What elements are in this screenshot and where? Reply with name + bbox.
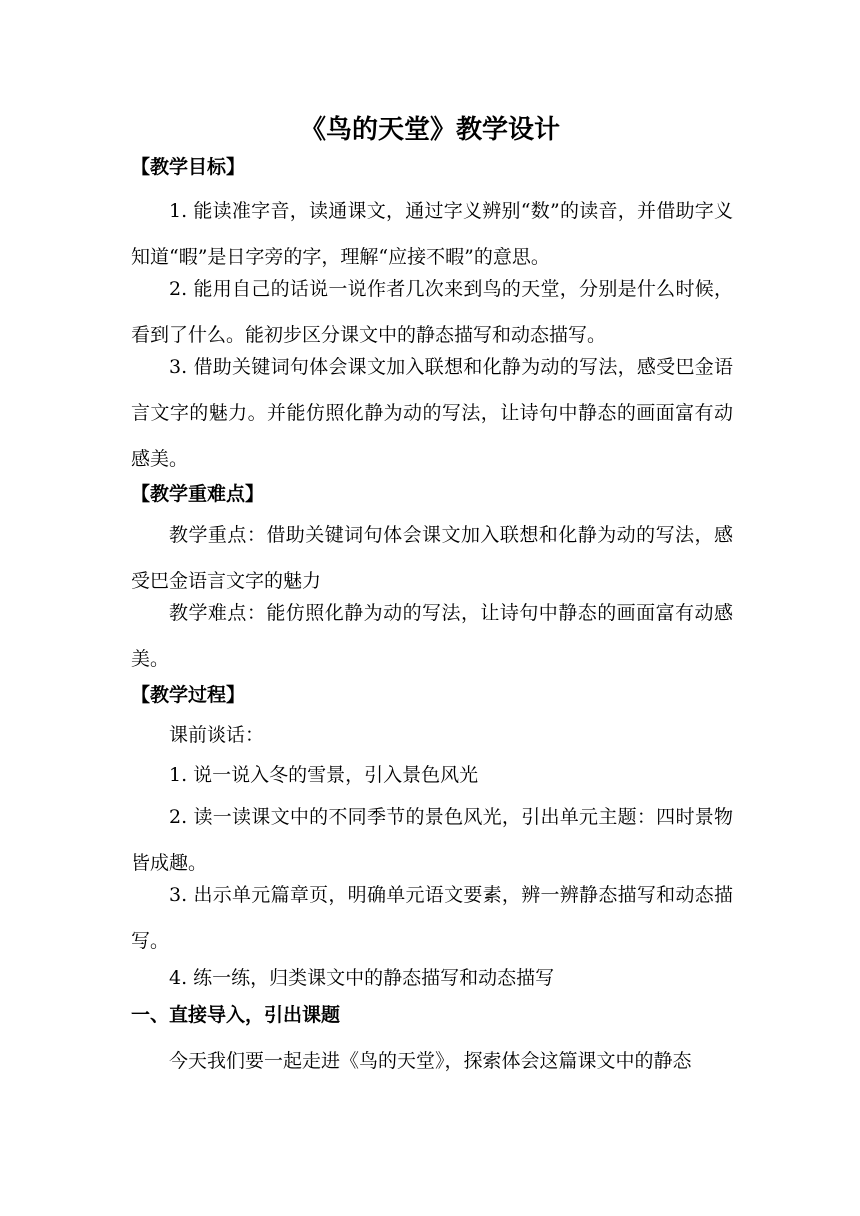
goal-item-2: 2. 能用自己的话说一说作者几次来到鸟的天堂，分别是什么时候，看到了什么。能初步区分课文中的静态描写和动态描写。 bbox=[131, 278, 733, 346]
process-intro: 课前谈话： bbox=[169, 724, 265, 746]
heading-part-1: 一、直接导入，引出课题 bbox=[131, 1004, 341, 1026]
difficult-point-text: 教学难点：能仿照化静为动的写法，让诗句中静态的画面富有动感美。 bbox=[131, 602, 733, 670]
process-step-2: 2. 读一读课文中的不同季节的景色风光，引出单元主题：四时景物皆成趣。 bbox=[131, 806, 733, 874]
goal-item-3: 3. 借助关键词句体会课文加入联想和化静为动的写法，感受巴金语言文字的魅力。并能仿照化静为动的写法，让诗句中静态的画面富有动感美。 bbox=[131, 356, 733, 470]
key-point-text: 教学重点：借助关键词句体会课文加入联想和化静为动的写法，感受巴金语言文字的魅力 bbox=[131, 524, 733, 592]
heading-teaching-goals: 【教学目标】 bbox=[131, 156, 246, 178]
heading-key-points: 【教学重难点】 bbox=[131, 483, 265, 505]
process-step-3: 3. 出示单元篇章页，明确单元语文要素，辨一辨静态描写和动态描写。 bbox=[131, 884, 733, 952]
document-title: 《鸟的天堂》教学设计 bbox=[299, 115, 560, 145]
heading-teaching-process: 【教学过程】 bbox=[131, 684, 246, 706]
process-step-4: 4. 练一练，归类课文中的静态描写和动态描写 bbox=[169, 967, 555, 989]
process-step-1: 1. 说一说入冬的雪景，引入景色风光 bbox=[169, 764, 479, 786]
goal-item-1: 1. 能读准字音，读通课文，通过字义辨别“数”的读音，并借助字义知道“暇”是日字旁的字，理解“应接不暇”的意思。 bbox=[131, 200, 733, 268]
part-1-text: 今天我们要一起走进《鸟的天堂》，探索体会这篇课文中的静态 bbox=[169, 1050, 692, 1072]
